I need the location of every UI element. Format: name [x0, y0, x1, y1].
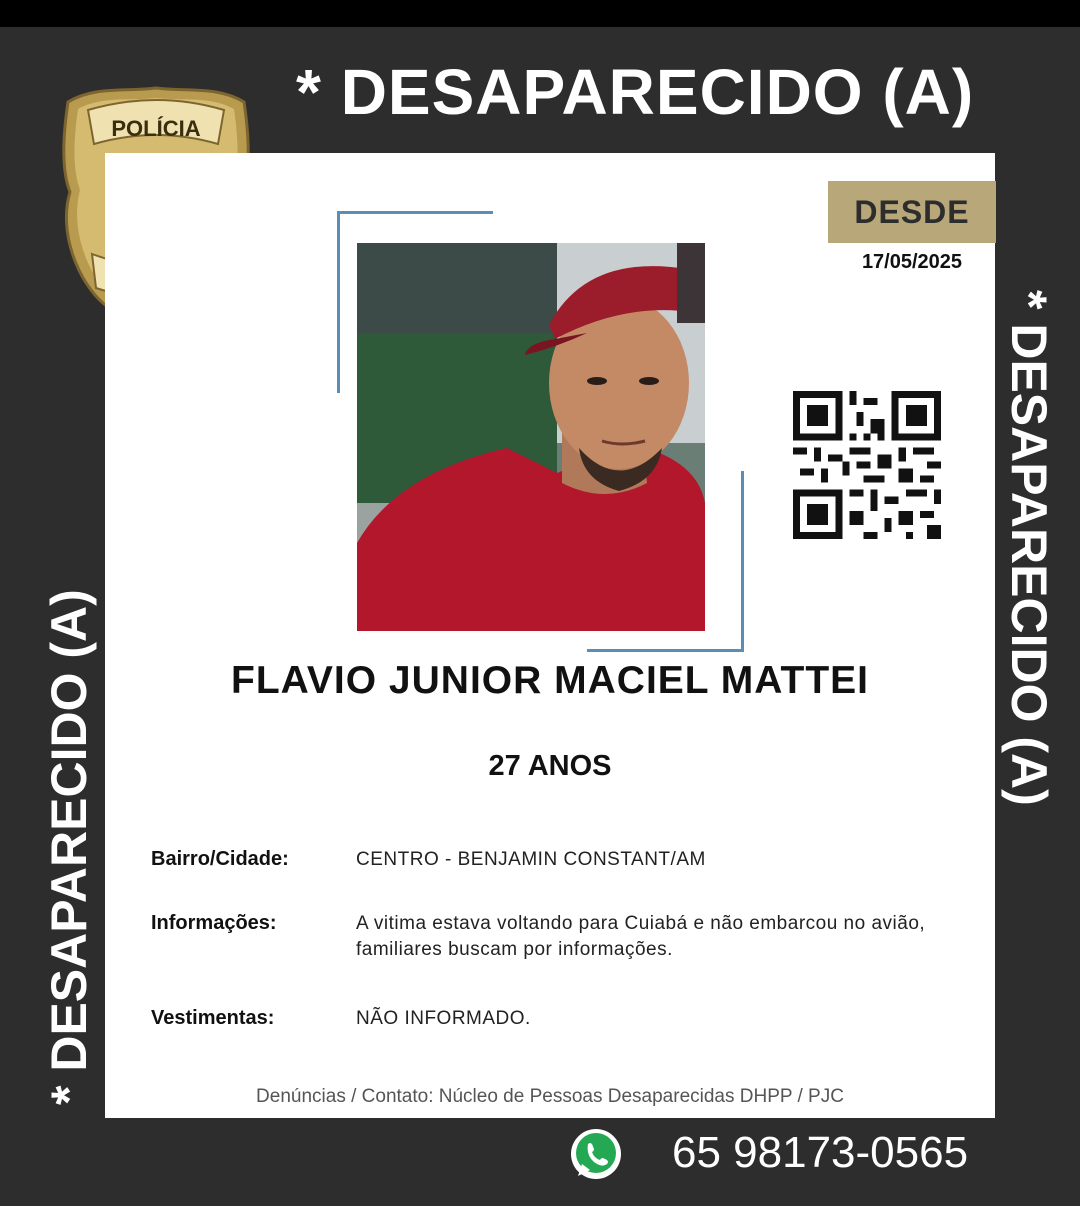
info-value-details: A vitima estava voltando para Cuiabá e não embarcou no avião, familiares buscam por informações. — [356, 913, 926, 960]
info-value-clothing: NÃO INFORMADO. — [356, 1008, 531, 1029]
side-banner-right: * DESAPARECIDO (A) — [1001, 290, 1057, 806]
phone-number[interactable]: 65 98173-0565 — [672, 1128, 969, 1177]
frame-line-top — [337, 211, 493, 214]
person-photo — [357, 243, 705, 631]
since-box — [828, 181, 996, 243]
since-date: 17/05/2025 — [861, 251, 963, 273]
frame-line-bottom — [587, 649, 744, 652]
person-age: 27 ANOS — [488, 750, 612, 782]
frame-line-left — [337, 211, 340, 393]
info-card — [105, 153, 995, 1118]
person-name: FLAVIO JUNIOR MACIEL MATTEI — [231, 659, 869, 702]
frame-line-right — [741, 471, 744, 651]
info-label-clothing: Vestimentas: — [151, 1007, 275, 1029]
side-banner-left: * DESAPARECIDO (A) — [41, 589, 97, 1105]
info-label-neighborhood: Bairro/Cidade: — [151, 848, 289, 870]
info-value-neighborhood: CENTRO - BENJAMIN CONSTANT/AM — [356, 849, 706, 870]
headline: * DESAPARECIDO (A) — [296, 56, 975, 128]
info-label-details: Informações: — [151, 912, 277, 934]
footer-contact: Denúncias / Contato: Núcleo de Pessoas Desaparecidas DHPP / PJC — [256, 1086, 844, 1107]
badge-top-text: POLÍCIA — [111, 116, 201, 141]
whatsapp-icon[interactable] — [568, 1126, 624, 1182]
qr-code-icon — [793, 391, 941, 539]
since-label: DESDE — [854, 193, 970, 230]
